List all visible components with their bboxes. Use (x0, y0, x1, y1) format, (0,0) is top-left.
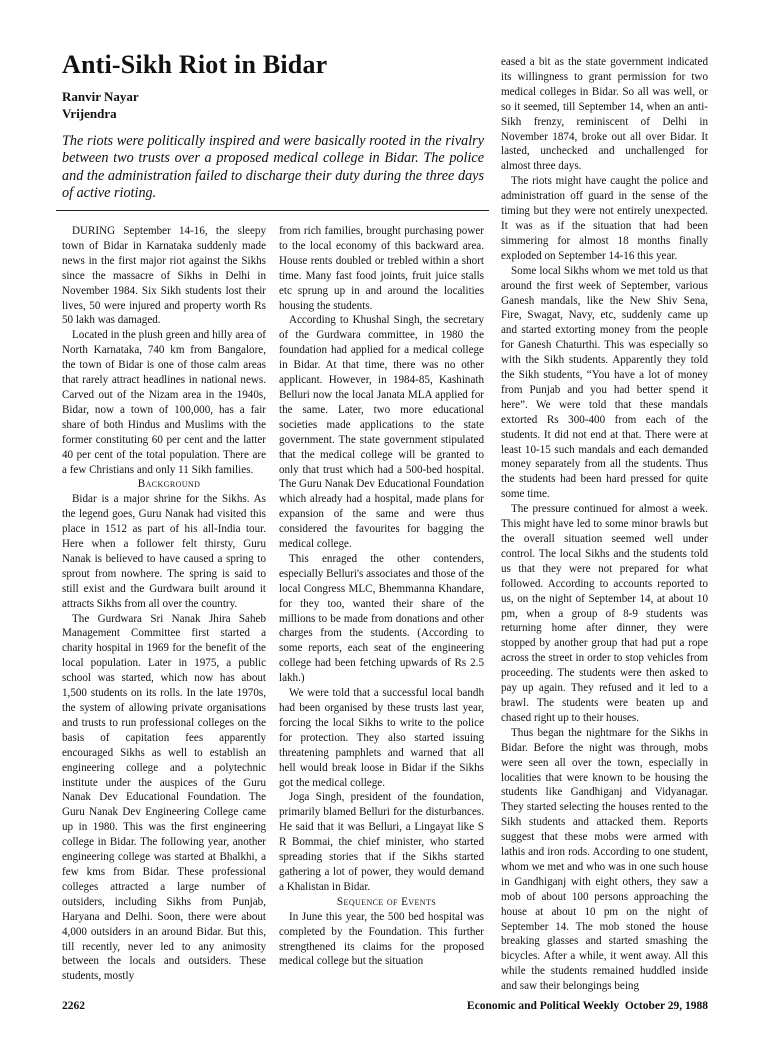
article-abstract: The riots were politically inspired and were basically rooted in the rivalry between two trusts over a proposed medical college in Bidar. The police and the administration failed to discharge their duty during the three days of active rioting. (62, 133, 484, 202)
paragraph: Located in the plush green and hilly area of North Karnataka, 740 km from Bangalore, the town of Bidar is one of those calm areas that rarely attract headlines in national news. Carved out of the Nizam area in the 1940s, Bidar, now a town of 100,000, has a fair share of both Hindus and Muslims with the former constituting 60 per cent and the latter 40 per cent of the total population. There are a few Christians and only 11 Sikh families. (62, 329, 266, 476)
section-heading-background: Background (137, 478, 201, 491)
paragraph: This enraged the other contenders, especially Belluri's associates and those of the local Congress MLC, Bhemmanna Khandare, for they too, wanted their share of the millions to be made from donations and other charges from the students. (According to some reports, each seat of the engineering college had been fetching upwards of Rs 2.5 lakh.) (279, 552, 484, 685)
journal-name: Economic and Political Weekly (466, 1000, 620, 1012)
paragraph: Bidar is a major shrine for the Sikhs. As the legend goes, Guru Nanak had visited this place in 1512 as part of his all-India tour. Here when a follower felt thirsty, Guru Nanak is believed to have caused a spring to sprout from nowhere. The spring is said to still exist and the Gurdwara built around it attracts Sikhs from all over the country. (62, 493, 266, 610)
issue-date: October 29, 1988 (624, 1000, 708, 1012)
journal-footer (432, 1000, 708, 1012)
paragraph: The Gurdwara Sri Nanak Jhira Saheb Management Committee first started a charity hospital in 1969 for the benefit of the local population. Later in 1975, a public school was started, which now has about 1,500 students on its rolls. In the late 1970s, the system of allowing private organisations and trusts to run professional colleges on the basis of capitation fees apparently encouraged Sikhs as well to establish an engineering college and a polytechnic institute under the auspices of the Guru Nanak Dev Educational Foundation. The Guru Nanak Dev Engineering College came up in 1980. This was the first engineering college in Bidar. The following year, another engineering college was started at Bhalkhi, a few kms from Bidar. These professional colleges attracted a large number of outsiders, including Sikhs from Punjab, Haryana and Delhi. Soon, there were about 4,000 outsiders in an around Bidar. But this, till recently, never led to any animosity between the locals and outsiders. These students, mostly (62, 612, 266, 983)
paragraph: We were told that a successful local bandh had been organised by these trusts last year, forcing the local Sikhs to write to the police for protection. They also started issuing threatening pamphlets and warned that all hell would break loose in Bidar if the Sikhs got the medical college. (279, 687, 484, 789)
text-column-2 (279, 224, 484, 969)
paragraph: The pressure continued for almost a week. This might have led to some minor brawls but the overall situation seemed well under control. The local Sikhs and the students told us that they were not prepared for what followed. According to accounts reported to us, on the night of September 14, at about 10 pm, when a group of 8-9 students was returning home after dinner, they were stopped by another group that had put a rope across the street in order to stop vehicles from proceeding. The students were then asked to pay up again. They refused and it led to a brawl. The students were beaten up and chased right up to their houses. (501, 503, 708, 724)
paragraph: eased a bit as the state government indicated its willingness to grant permission for two medical colleges in Bidar. So all was well, or so it seemed, till September 14, when an anti-Sikh frenzy, reminiscent of Delhi in November 1874, broke out all over Bidar. It lasted, unchecked and unchallenged for almost three days. (501, 56, 708, 173)
paragraph: According to Khushal Singh, the secretary of the Gurdwara committee, in 1980 the foundation had applied for a medical college in Bidar. At that time, there was no other applicant. However, in 1984-85, Kashinath Belluri now the local Janata MLA applied for the same. Later, two more educational societies made applications to the state government. The state government stipulated that the medical college will be granted to only that trust which had a 500-bed hospital. The Guru Nanak Dev Educational Foundation which already had a hospital, made plans for expansion of the same and were thus considered the favourites for bagging the medical college. (279, 314, 484, 551)
paragraph: In June this year, the 500 bed hospital was completed by the Foundation. This further strengthened its claims for the proposed medical college but the situation (279, 910, 484, 968)
abstract-divider (56, 210, 489, 211)
paragraph: Some local Sikhs whom we met told us that around the first week of September, various Ganesh mandals, like the New Shiv Sena, Fire, Swagat, Navy, etc, suddenly came up and started extorting money from the people for Ganesh Chaturthi. This was especially so with the Sikh students. Apparently they told the Sikh students, “You have a lot of money from Punjab and you had better spend it here”. We were told that these mandals extorted Rs 300-400 from each of the students. It did not end at that. There were at least 10-15 such mandals and each demanded money separately from all the students. Thus the students had been hard pressed for quite some time. (501, 264, 708, 501)
author-list (62, 88, 139, 122)
section-heading-sequence-of-events: Sequence of Events (336, 895, 437, 908)
paragraph: from rich families, brought purchasing power to the local economy of this backward area. House rents doubled or trebled within a short time. Many fast food joints, fruit juice stalls etc sprung up in and around the localities housing the students. (279, 225, 484, 312)
paragraph: The riots might have caught the police and administration off guard in the sense of the timing but they were not entirely unexpected. It was as if the situation that had been simmering for almost 18 months finally exploded on September 14-16 this year. (501, 175, 708, 262)
text-column-3 (501, 55, 708, 994)
article-title: Anti-Sikh Riot in Bidar (62, 50, 328, 79)
paragraph: Joga Singh, president of the foundation, primarily blamed Belluri for the disturbances. He said that it was Belluri, a Lingayat like S R Bommai, the chief minister, who started spreading stories that if the Sikhs started gathering a lot of power, they would demand a Khalistan in Bidar. (279, 791, 484, 893)
text-column-1 (62, 224, 266, 984)
paragraph: Thus began the nightmare for the Sikhs in Bidar. Before the night was through, mobs were seen all over the town, especially in localities that were known to be housing the students like Gandhiganj and Vidyanagar. They started selecting the houses rented to the Sikh students and attacked them. Reports suggest that these mobs were armed with lathis and iron rods. According to one student, whom we met and who was in one such house in Gandhiganj with eight others, they saw a mob of about 100 persons approaching the house at about 10 pm on the night of September 14. The mob stoned the house breaking glasses and started smashing the bicycles. After a while, it went away. All this while the students remained huddled inside and saw their belongings being (501, 726, 708, 993)
author-name: Vrijendra (62, 106, 117, 121)
author-name: Ranvir Nayar (62, 89, 139, 104)
paragraph: DURING September 14-16, the sleepy town of Bidar in Karnataka suddenly made news in the first major riot against the Sikhs since the massacre of Sikhs in Delhi in November 1984. Six Sikh students lost their lives, 50 were injured and property worth Rs 50 lakh was damaged. (62, 225, 266, 327)
page-number: 2262 (62, 1000, 85, 1012)
